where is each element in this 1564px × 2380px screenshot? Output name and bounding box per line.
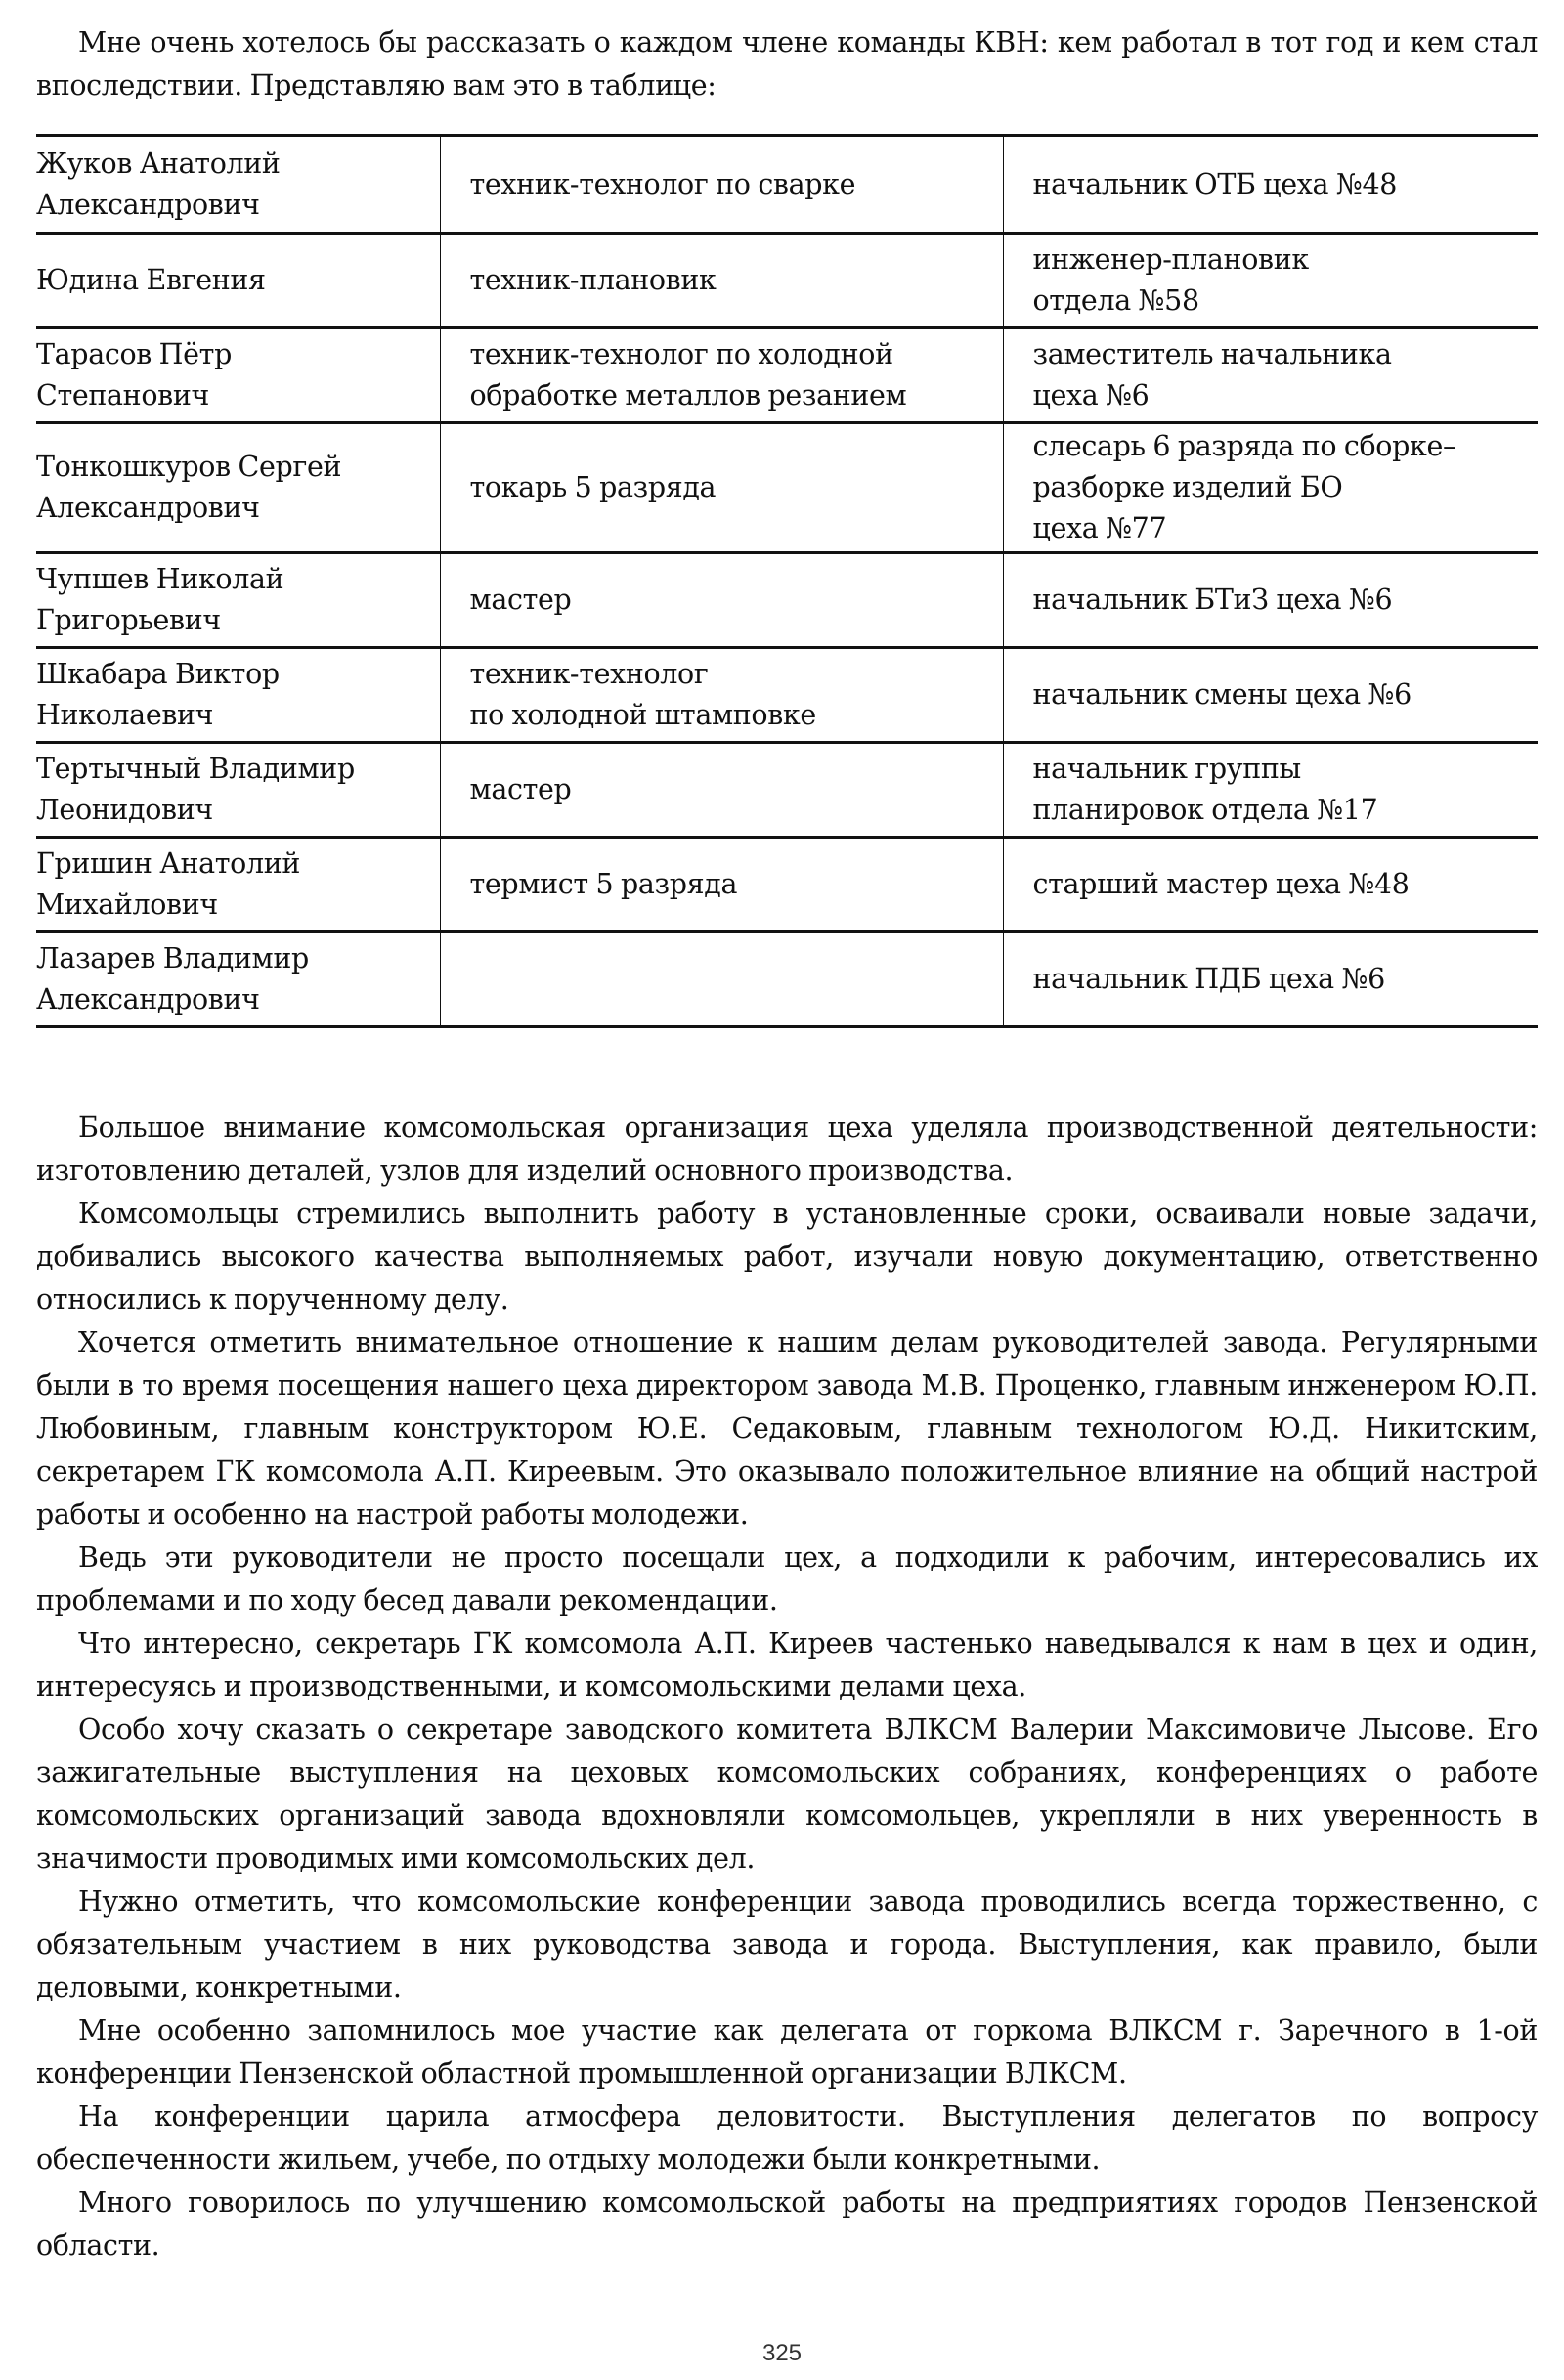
cell-line: Михайлович [36,888,218,921]
position-then-cell [440,932,1003,1027]
member-name-cell [36,553,440,648]
cell-line: Александрович [36,492,260,524]
cell-line: Тертычный Владимир [36,753,355,785]
position-later-cell [1003,234,1538,328]
cell-line: Юдина Евгения [36,264,266,296]
position-later-cell [1003,423,1538,553]
cell-line: техник-плановик [469,264,717,296]
cell-line: начальник смены цеха №6 [1032,678,1412,711]
position-later-cell [1003,932,1538,1027]
page-number: 325 [761,2340,803,2366]
cell-line: термист 5 разряда [469,868,738,900]
body-paragraph: Особо хочу сказать о секретаре заводского комитета ВЛКСМ Валерии Максимовиче Лысове. Его зажигательные выступления на цеховых комсомольских собраниях, конференциях о работе комсомольских организаций завода вдохновляли комсомольцев, укрепляли в них уверенность в значимости проводимых ими комсомольских дел. [36,1713,1538,1875]
cell-line: Шкабара Виктор [36,658,280,690]
cell-line: техник-технолог по холодной [469,338,893,370]
cell-line: начальник ОТБ цеха №48 [1032,167,1398,200]
cell-line: Леонидович [36,794,213,826]
position-later-cell [1003,553,1538,648]
member-name-cell [36,838,440,932]
table-row [36,234,1538,328]
cell-line: токарь 5 разряда [469,471,717,503]
position-then-cell [440,136,1003,234]
member-name-cell [36,136,440,234]
position-later-cell [1003,136,1538,234]
body-text [36,1106,1538,2268]
cell-line: Гришин Анатолий [36,847,300,880]
cell-line: Александрович [36,188,260,221]
position-then-cell [440,423,1003,553]
member-name-cell [36,234,440,328]
cell-line: старший мастер цеха №48 [1032,868,1410,900]
position-later-cell [1003,838,1538,932]
cell-line: цеха №6 [1032,379,1150,411]
cell-line: Лазарев Владимир [36,942,309,974]
cell-line: инженер-плановик [1032,243,1309,276]
position-later-cell [1003,328,1538,423]
body-paragraph: Большое внимание комсомольская организация цеха уделяла производственной деятельности: изготовлению деталей, узлов для изделий основного производства. [36,1111,1538,1187]
position-then-cell [440,838,1003,932]
member-name-cell [36,932,440,1027]
position-then-cell [440,328,1003,423]
body-paragraph: Комсомольцы стремились выполнить работу в установленные сроки, осваивали новые задачи, добивались высокого качества выполняемых работ, изучали новую документацию, ответственно относились к порученному делу. [36,1197,1538,1316]
member-name-cell [36,328,440,423]
cell-line: Григорьевич [36,604,221,636]
table-row [36,743,1538,838]
table-row [36,328,1538,423]
cell-line: мастер [469,584,572,616]
cell-line: Жуков Анатолий [36,147,281,180]
cell-line: обработке металлов резанием [469,379,907,411]
table-row [36,553,1538,648]
cell-line: Чупшев Николай [36,563,284,595]
cell-line: Тарасов Пётр [36,338,232,370]
member-name-cell [36,423,440,553]
cell-line: начальник БТиЗ цеха №6 [1032,584,1393,616]
table-row [36,648,1538,743]
member-name-cell [36,743,440,838]
table-row [36,423,1538,553]
body-paragraph: На конференции царила атмосфера деловитости. Выступления делегатов по вопросу обеспеченности жильем, учебе, по отдыху молодежи были конкретными. [36,2100,1538,2176]
cell-line: слесарь 6 разряда по сборке– [1032,430,1456,462]
table-row [36,932,1538,1027]
position-then-cell [440,743,1003,838]
position-later-cell [1003,743,1538,838]
kvn-team-table [36,134,1538,1028]
cell-line: техник-технолог по сварке [469,167,856,200]
body-paragraph: Много говорилось по улучшению комсомольской работы на предприятиях городов Пензенской области. [36,2186,1538,2262]
cell-line: цеха №77 [1032,512,1167,544]
cell-line: техник-технолог [469,658,709,690]
cell-line: отдела №58 [1032,284,1199,317]
body-paragraph: Хочется отметить внимательное отношение к нашим делам руководителей завода. Регулярными были в то время посещения нашего цеха директором завода М.В. Проценко, главным инженером Ю.П. Любовиным, главным конструктором Ю.Е. Седаковым, главным технологом Ю.Д. Никитским, секретарем ГК комсомола А.П. Киреевым. Это оказывало положительное влияние на общий настрой работы и особенно на настрой работы молодежи. [36,1326,1538,1531]
cell-line: разборке изделий БО [1032,471,1343,503]
position-later-cell [1003,648,1538,743]
cell-line: начальник группы [1032,753,1301,785]
cell-line: начальник ПДБ цеха №6 [1032,963,1385,995]
intro-paragraph: Мне очень хотелось бы рассказать о каждом члене команды КВН: кем работал в тот год и кем стал впоследствии. Представляю вам это в таблице: [36,26,1538,102]
body-paragraph: Нужно отметить, что комсомольские конференции завода проводились всегда торжественно, с обязательным участием в них руководства завода и города. Выступления, как правило, были деловыми, конкретными. [36,1885,1538,2004]
cell-line: мастер [469,773,572,805]
kvn-table-body [36,136,1538,1027]
table-row [36,136,1538,234]
member-name-cell [36,648,440,743]
cell-line: планировок отдела №17 [1032,794,1378,826]
body-paragraph: Мне особенно запомнилось мое участие как делегата от горкома ВЛКСМ г. Заречного в 1-ой конференции Пензенской областной промышленной организации ВЛКСМ. [36,2014,1538,2090]
position-then-cell [440,648,1003,743]
cell-line: Степанович [36,379,209,411]
cell-line: Николаевич [36,699,214,731]
cell-line: Тонкошкуров Сергей [36,451,342,483]
body-paragraph: Ведь эти руководители не просто посещали цех, а подходили к рабочим, интересовались их проблемами и по ходу бесед давали рекомендации. [36,1541,1538,1617]
body-paragraph: Что интересно, секретарь ГК комсомола А.П. Киреев частенько наведывался к нам в цех и один, интересуясь и производственными, и комсомольскими делами цеха. [36,1627,1538,1703]
position-then-cell [440,553,1003,648]
table-row [36,838,1538,932]
cell-line: заместитель начальника [1032,338,1392,370]
cell-line: Александрович [36,983,260,1016]
cell-line: по холодной штамповке [469,699,816,731]
position-then-cell [440,234,1003,328]
